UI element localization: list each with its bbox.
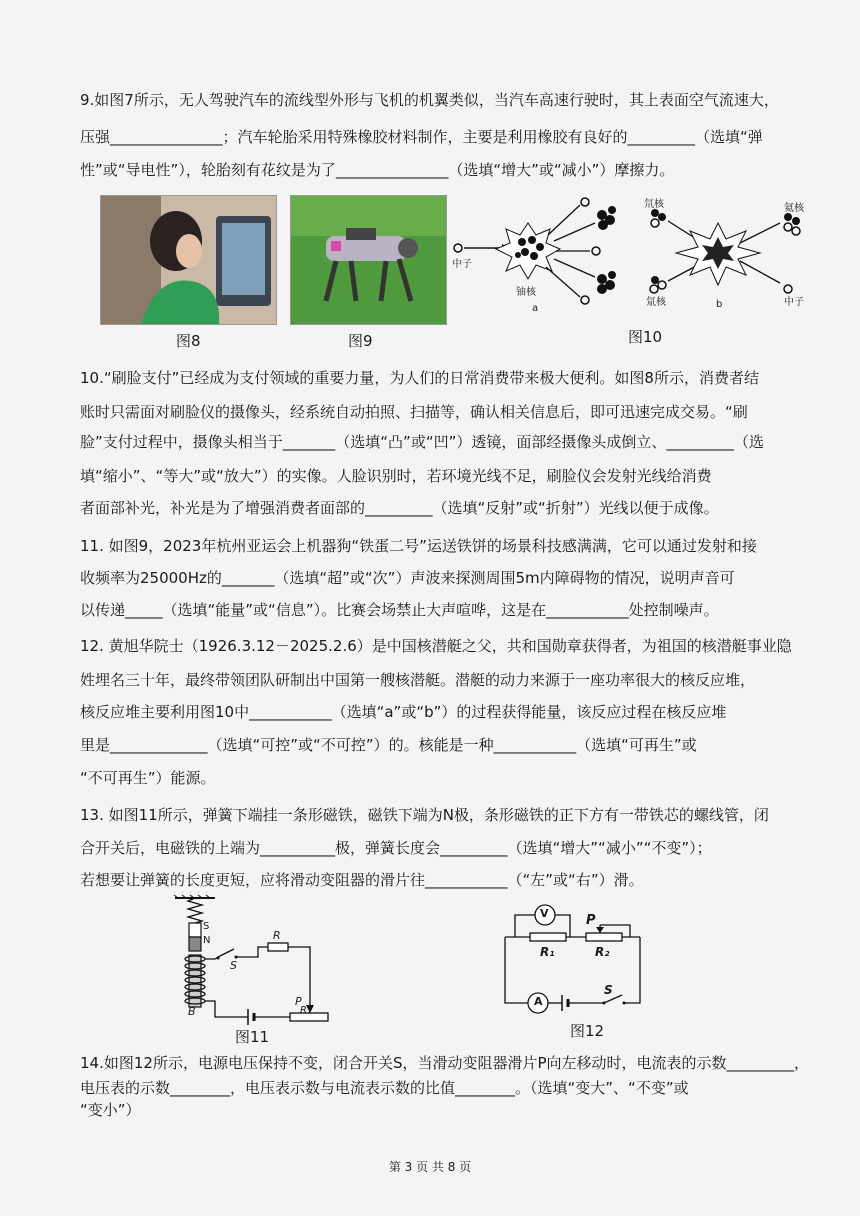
page-number-footer: 第 3 页 共 8 页 xyxy=(388,1160,472,1174)
q11-line-1: 11. 如图9，2023年杭州亚运会上机器狗“铁蛋二号”运送铁饼的场景科技感满满，它可以通过发射和接 xyxy=(80,537,757,555)
figure-10-label-neutron: 中子 xyxy=(452,259,472,270)
figure-12-r1-label: R₁ xyxy=(540,945,555,959)
figure-12-circuit xyxy=(500,895,650,1015)
figure-10-diagram xyxy=(450,195,820,320)
q12-line-2: 姓埋名三十年，最终带领团队研制出中国第一艘核潜艇。潜艇的动力来源于一座功率很大的核反应堆， xyxy=(80,671,756,689)
figure-11-p-label: P xyxy=(295,995,302,1008)
figure-8-photo xyxy=(100,195,277,325)
figure-11-magnet-n: N xyxy=(203,935,211,946)
figure-12-voltmeter-label: V xyxy=(540,907,549,920)
figure-11-r-label: R xyxy=(273,929,281,942)
q10-line-1: 10.“刷脸支付”已经成为支付领域的重要力量，为人们的日常消费带来极大便利。如图8所示，消费者结 xyxy=(80,369,759,387)
figure-8-caption: 图8 xyxy=(176,332,201,350)
q13-line-2: 合开关后，电磁铁的上端为__________极，弹簧长度会_________（选填“增大”“减小”“不变”）； xyxy=(80,839,712,857)
figure-9-photo xyxy=(290,195,447,325)
figure-11-switch-label: S xyxy=(230,959,237,972)
figure-10-label-helium: 氦核 xyxy=(784,203,804,214)
q12-line-4: 里是_____________（选填“可控”或“不可控”）的。核能是一种___________（选填“可再生”或 xyxy=(80,736,697,754)
figure-10-label-deuterium: 氘核 xyxy=(644,199,664,210)
q9-line-3: 性”或“导电性”），轮胎刻有花纹是为了_______________（选填“增大”或“减小”）摩擦力。 xyxy=(80,161,675,179)
q9-line-1: 9.如图7所示，无人驾驶汽车的流线型外形与飞机的机翼类似，当汽车高速行驶时，其上表面空气流速大， xyxy=(80,91,779,109)
q14-line-2: 电压表的示数________，电压表示数与电流表示数的比值________。（选填“变大”、“不变”或 xyxy=(80,1079,689,1097)
q10-line-4: 填“缩小”、“等大”或“放大”）的实像。人脸识别时，若环境光线不足，刷脸仪会发射光线给消费 xyxy=(80,467,712,485)
q12-line-1: 12. 黄旭华院士（1926.3.12－2025.2.6）是中国核潜艇之父，共和国勋章获得者，为祖国的核潜艇事业隐 xyxy=(80,637,792,655)
q14-line-3: “变小”） xyxy=(80,1101,141,1119)
figure-10-label-b: b xyxy=(716,299,723,310)
figure-9-caption: 图9 xyxy=(348,332,373,350)
q13-line-1: 13. 如图11所示，弹簧下端挂一条形磁铁，磁铁下端为N极，条形磁铁的正下方有一带铁芯的螺线管，闭 xyxy=(80,806,769,824)
figure-12-caption: 图12 xyxy=(570,1022,605,1040)
figure-12-p-label: P xyxy=(586,913,596,928)
q11-line-2: 收频率为25000Hz的_______（选填“超”或“次”）声波来探测周围5m内障碍物的情况，说明声音可 xyxy=(80,569,735,587)
q9-line-2: 压强_______________；汽车轮胎采用特殊橡胶材料制作，主要是利用橡胶有良好的_________（选填“弹 xyxy=(80,128,763,146)
figure-12-ammeter-label: A xyxy=(534,995,543,1008)
figure-10-label-tritium: 氚核 xyxy=(646,297,666,308)
figure-12-r2-label: R₂ xyxy=(595,945,610,959)
q12-line-5: “不可再生”）能源。 xyxy=(80,769,216,787)
q13-line-3: 若想要让弹簧的长度更短，应将滑动变阻器的滑片往___________（“左”或“右”）滑。 xyxy=(80,871,644,889)
figure-11-magnet-s: S xyxy=(203,921,210,932)
q12-line-3: 核反应堆主要利用图10中___________（选填“a”或“b”）的过程获得能量，该反应过程在核反应堆 xyxy=(80,703,727,721)
figure-11-circuit xyxy=(170,895,330,1025)
q14-line-1: 14.如图12所示，电源电压保持不变，闭合开关S，当滑动变阻器滑片P向左移动时，电流表的示数_________， xyxy=(80,1054,810,1072)
figure-10-label-uranium: 铀核 xyxy=(516,287,536,298)
figure-10-label-a: a xyxy=(532,303,539,314)
figure-11-b-label: B xyxy=(188,1005,196,1018)
q10-line-3: 脸”支付过程中，摄像头相当于_______（选填“凸”或“凹”）透镜，面部经摄像头成倒立、_________（选 xyxy=(80,433,764,451)
figure-10-label-neutron-right: 中子 xyxy=(784,297,804,308)
q11-line-3: 以传递_____（选填“能量”或“信息”）。比赛会场禁止大声喧哗，这是在___________处控制噪声。 xyxy=(80,601,719,619)
figure-11-r1-label: R₁ xyxy=(300,1005,311,1016)
q10-line-2: 账时只需面对刷脸仪的摄像头，经系统自动拍照、扫描等，确认相关信息后，即可迅速完成交易。“刷 xyxy=(80,403,748,421)
figure-10-caption: 图10 xyxy=(628,328,663,346)
figure-11-caption: 图11 xyxy=(235,1028,270,1046)
q10-line-5: 者面部补光，补光是为了增强消费者面部的_________（选填“反射”或“折射”）光线以便于成像。 xyxy=(80,499,719,517)
figure-12-switch-label: S xyxy=(604,983,613,997)
